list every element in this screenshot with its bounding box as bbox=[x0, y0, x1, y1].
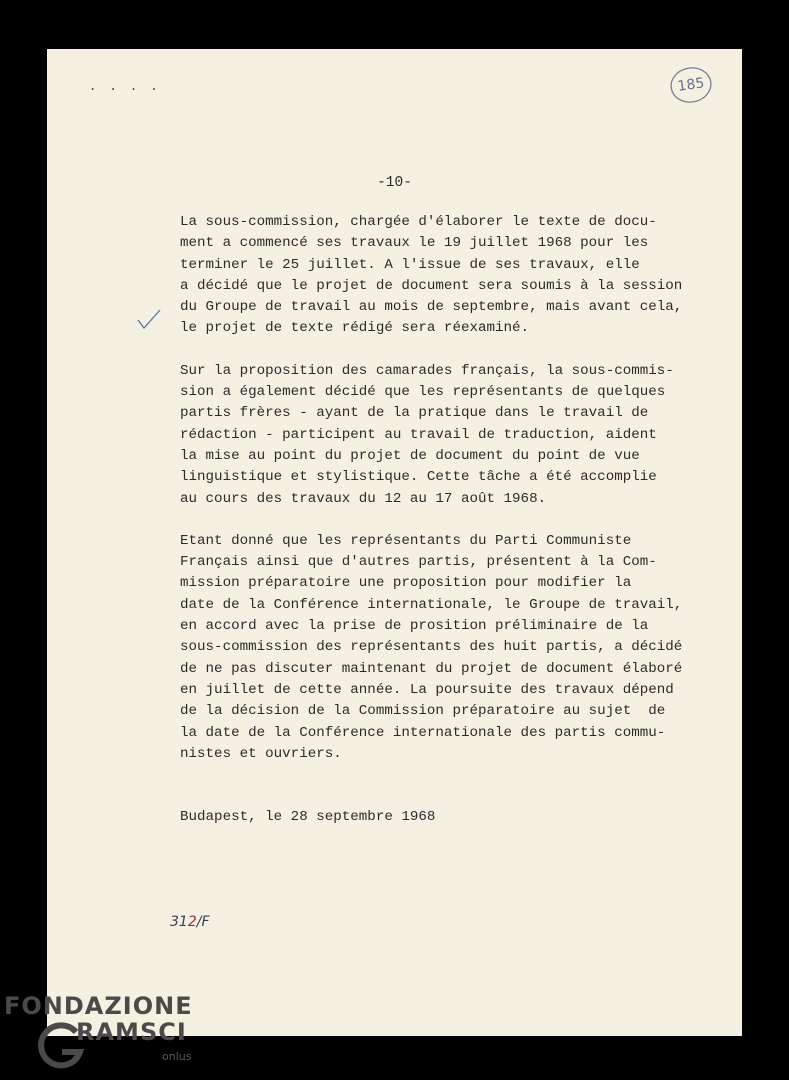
document-page bbox=[47, 49, 742, 1036]
text-line: a décidé que le projet de document sera soumis à la session bbox=[180, 277, 683, 294]
archive-reference bbox=[170, 914, 210, 930]
place-date: Budapest, le 28 septembre 1968 bbox=[180, 809, 436, 825]
paragraph bbox=[180, 212, 710, 340]
text-line: du Groupe de travail au mois de septembre, mais avant cela, bbox=[180, 299, 683, 316]
text-line: de la décision de la Commission préparatoire au sujet de bbox=[180, 703, 666, 720]
text-line: date de la Conférence internationale, le Groupe de travail, bbox=[180, 596, 683, 613]
watermark-line2: RAMSCI bbox=[76, 1018, 187, 1046]
text-line: sion a également décidé que les représentants de quelques bbox=[180, 384, 666, 401]
text-line: Français ainsi que d'autres partis, présentent à la Com- bbox=[180, 554, 657, 571]
paragraph bbox=[180, 531, 710, 765]
watermark bbox=[2, 992, 202, 1076]
paragraph bbox=[180, 361, 710, 510]
text-line: rédaction - participent au travail de traduction, aident bbox=[180, 426, 657, 443]
folio-stamp bbox=[669, 65, 713, 105]
text-line: linguistique et stylistique. Cette tâche a été accomplie bbox=[180, 469, 657, 486]
text-line: le projet de texte rédigé sera réexaminé. bbox=[180, 320, 530, 337]
text-line: Etant donné que les représentants du Parti Communiste bbox=[180, 532, 632, 549]
text-line: La sous-commission, chargée d'élaborer le texte de docu- bbox=[180, 214, 657, 230]
text-line: Sur la proposition des camarades français, la sous-commis- bbox=[180, 362, 674, 379]
text-line: nistes et ouvriers. bbox=[180, 745, 342, 762]
text-line: mission préparatoire une proposition pour modifier la bbox=[180, 575, 632, 592]
archive-ref-prefix: 31 bbox=[170, 914, 188, 930]
page-number: -10- bbox=[377, 175, 412, 191]
text-line: de ne pas discuter maintenant du projet de document élaboré bbox=[180, 660, 683, 677]
check-mark-icon bbox=[136, 308, 162, 332]
text-line: en juillet de cette année. La poursuite des travaux dépend bbox=[180, 681, 674, 698]
text-line: la mise au point du projet de document du point de vue bbox=[180, 447, 640, 464]
folio-number: 185 bbox=[676, 75, 706, 95]
watermark-suffix: onlus bbox=[162, 1050, 192, 1063]
archive-ref-suffix: /F bbox=[196, 914, 210, 930]
text-line: au cours des travaux du 12 au 17 août 1968. bbox=[180, 490, 547, 507]
leading-marks: . . . . bbox=[89, 79, 161, 93]
text-line: ment a commencé ses travaux le 19 juillet 1968 pour les bbox=[180, 235, 649, 252]
document-body bbox=[180, 212, 710, 786]
archive-ref-highlight: 2 bbox=[187, 914, 197, 930]
watermark-line1: FONDAZIONE bbox=[4, 992, 193, 1020]
text-line: la date de la Conférence internationale des partis commu- bbox=[180, 724, 666, 741]
text-line: partis frères - ayant de la pratique dans le travail de bbox=[180, 405, 649, 422]
text-line: terminer le 25 juillet. A l'issue de ses travaux, elle bbox=[180, 256, 640, 273]
text-line: en accord avec la prise de prosition préliminaire de la bbox=[180, 618, 649, 635]
text-line: sous-commission des représentants des huit partis, a décidé bbox=[180, 639, 683, 656]
